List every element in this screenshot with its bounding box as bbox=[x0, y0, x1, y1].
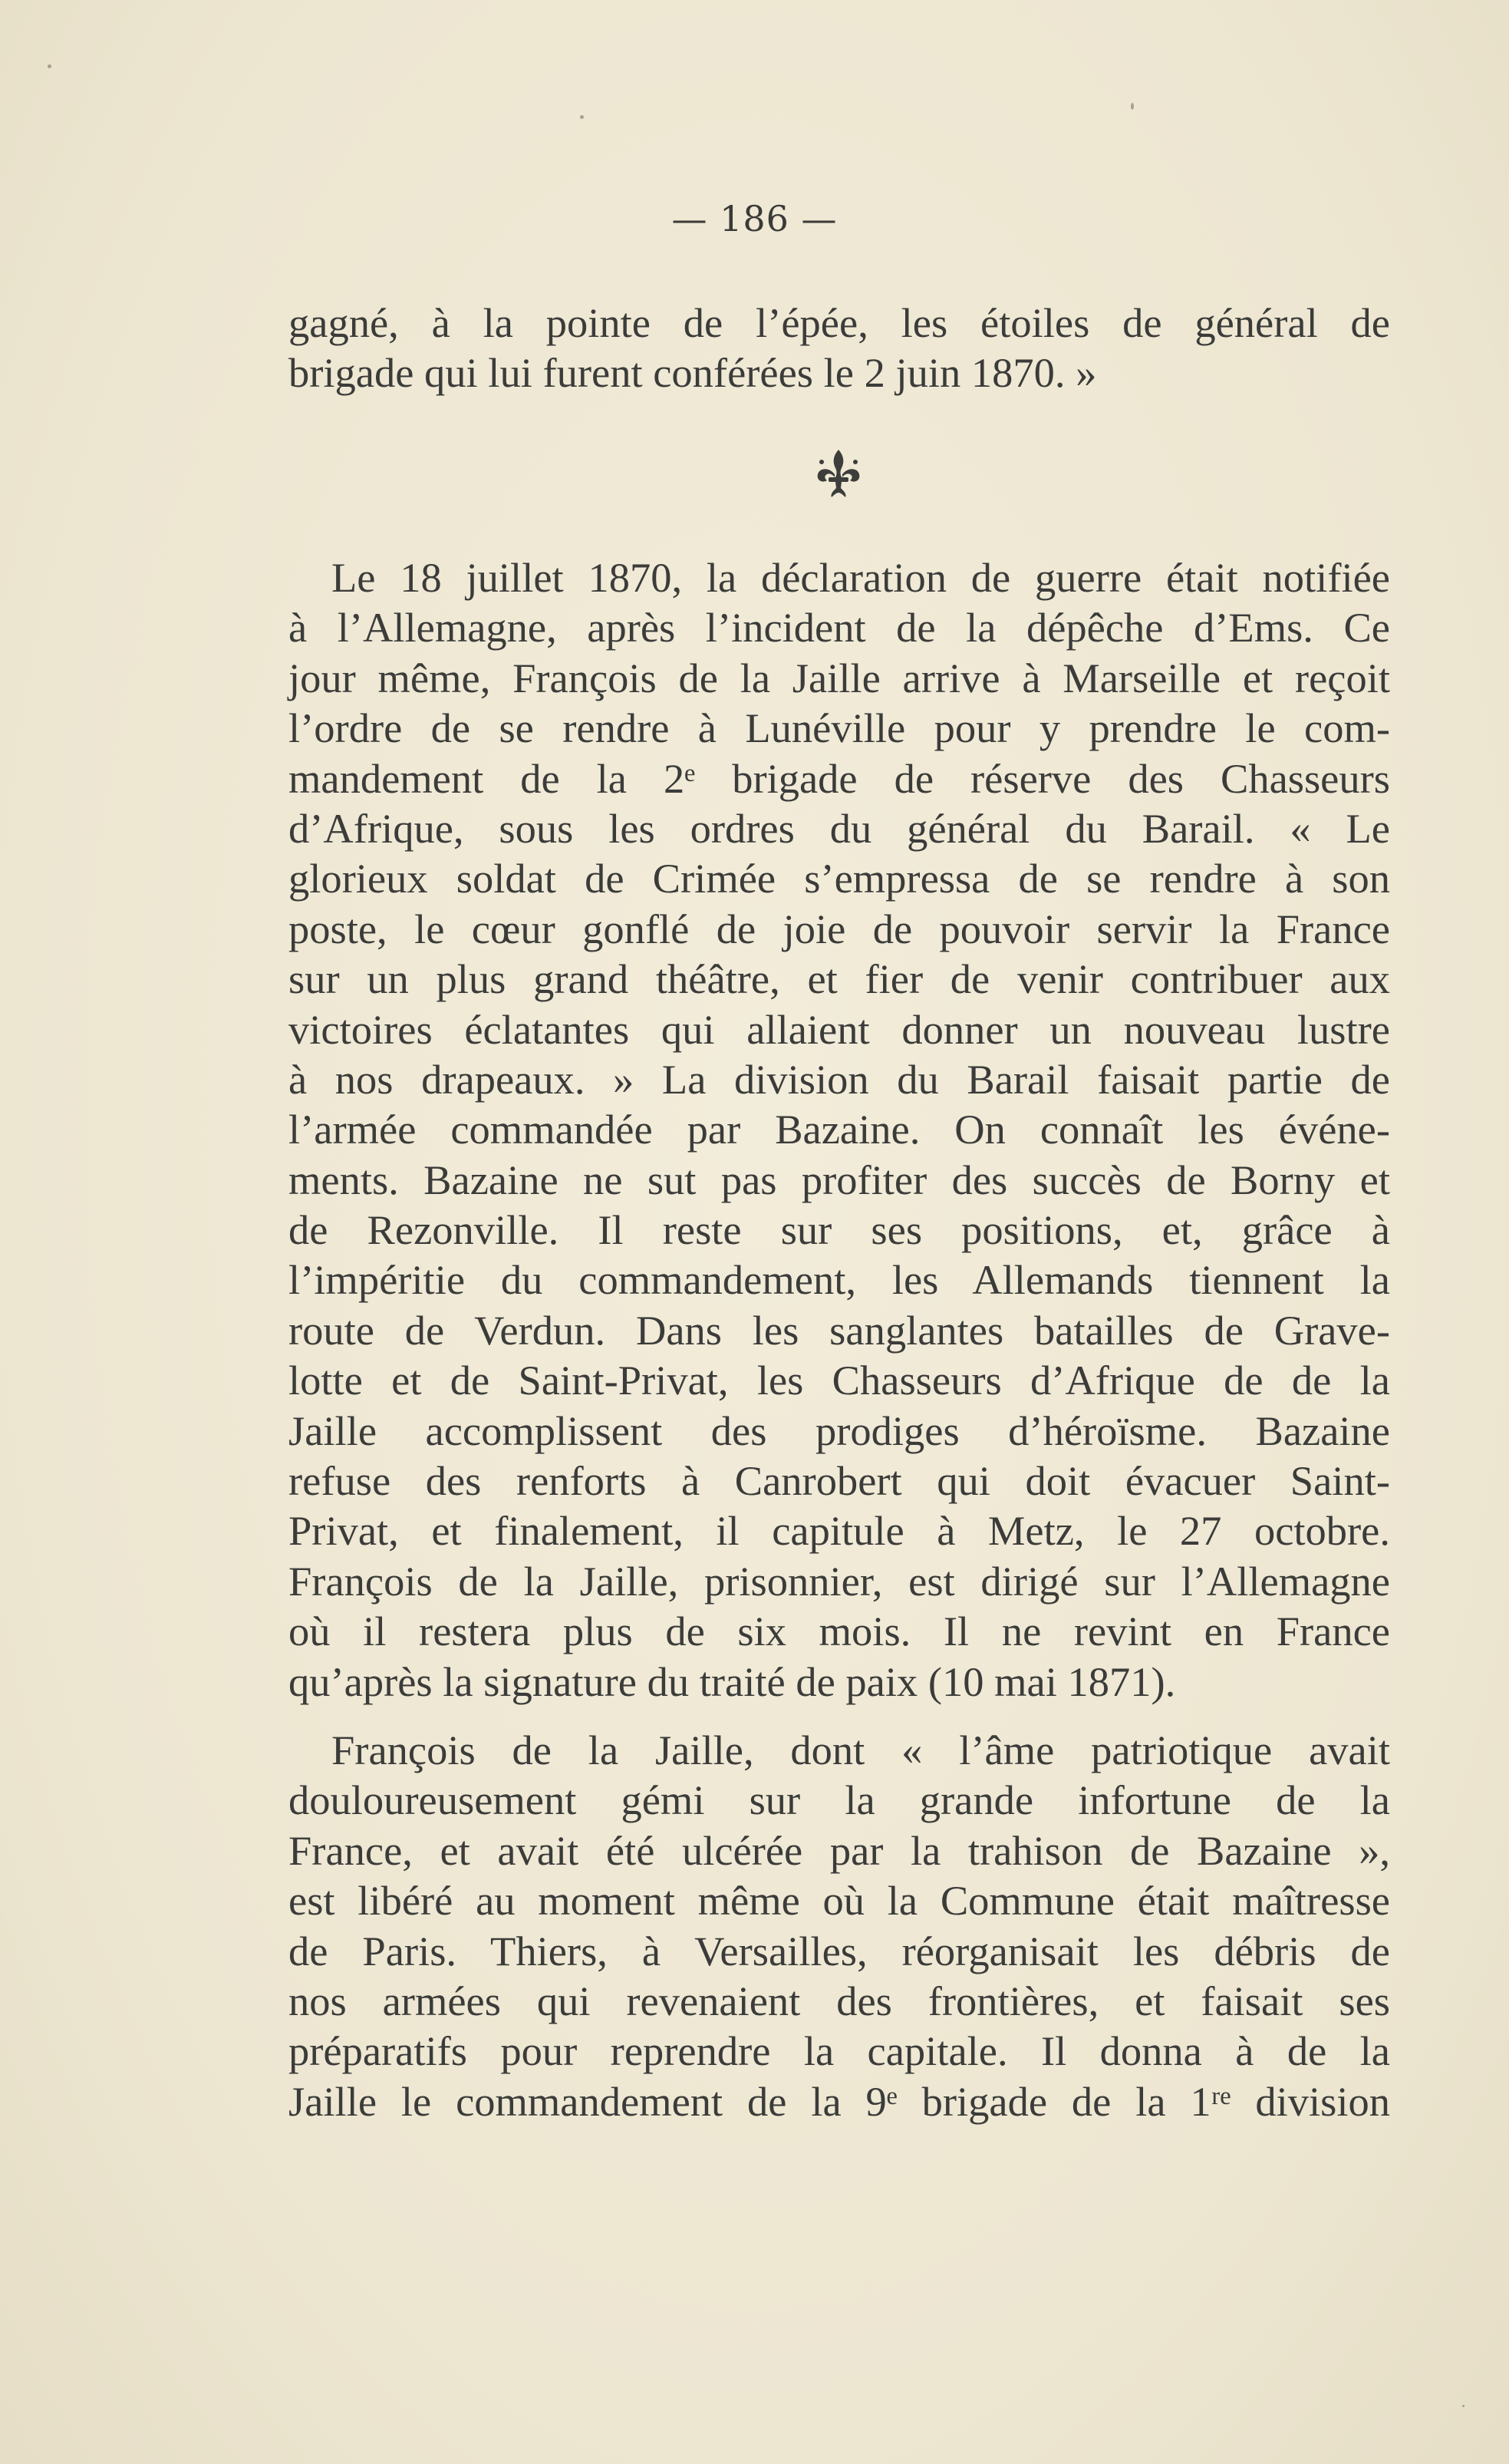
text-line: glorieux soldat de Crimée s’empressa de se rendre à son bbox=[288, 855, 1390, 902]
text-line: Privat, et finalement, il capitule à Metz, le 27 octobre. bbox=[288, 1507, 1390, 1555]
text-line: l’ordre de se rendre à Lunéville pour y prendre le com- bbox=[288, 704, 1390, 752]
text-line: est libéré au moment même où la Commune était maîtresse bbox=[288, 1877, 1390, 1925]
paper-speck bbox=[48, 64, 51, 68]
text-line: victoires éclatantes qui allaient donner un nouveau lustre bbox=[288, 1005, 1390, 1053]
text-line: qu’après la signature du traité de paix (10 mai 1871). bbox=[288, 1658, 1176, 1705]
text-line: refuse des renforts à Canrobert qui doit évacuer Saint- bbox=[288, 1457, 1390, 1505]
paragraph-1 bbox=[288, 298, 1390, 398]
page-number: — 186 — bbox=[671, 198, 838, 239]
text-line: poste, le cœur gonflé de joie de pouvoir servir la France bbox=[288, 905, 1390, 952]
text-line: François de la Jaille, dont « l’âme patriotique avait bbox=[331, 1727, 1390, 1773]
fleur-de-lis-ornament-icon bbox=[812, 447, 865, 500]
text-line: à l’Allemagne, après l’incident de la dépêche d’Ems. Ce bbox=[288, 604, 1390, 651]
text-line: l’impéritie du commandement, les Allemands tiennent la bbox=[288, 1256, 1390, 1304]
text-line: mandement de la 2ᵉ brigade de réserve des Chasseurs bbox=[288, 754, 1390, 802]
text-line: nos armées qui revenaient des frontières, et faisait ses bbox=[288, 1977, 1390, 2024]
text-line: où il restera plus de six mois. Il ne revint en France bbox=[288, 1608, 1390, 1655]
paper-speck bbox=[1131, 103, 1134, 110]
text-line: douloureusement gémi sur la grande infortune de la bbox=[288, 1776, 1390, 1824]
text-line: Jaille le commandement de la 9ᵉ brigade de la 1ʳᵉ division bbox=[288, 2077, 1390, 2125]
text-line: de Rezonville. Il reste sur ses positions, et, grâce à bbox=[288, 1206, 1390, 1254]
text-line: brigade qui lui furent conférées le 2 juin 1870. » bbox=[288, 349, 1097, 397]
text-line: ments. Bazaine ne sut pas profiter des succès de Borny et bbox=[288, 1156, 1390, 1203]
text-line: France, et avait été ulcérée par la trahison de Bazaine », bbox=[288, 1826, 1390, 1874]
text-line: sur un plus grand théâtre, et fier de venir contribuer aux bbox=[288, 955, 1390, 1003]
paper-speck bbox=[580, 115, 584, 119]
paper-speck bbox=[1462, 2405, 1465, 2407]
text-line: à nos drapeaux. » La division du Barail faisait partie de bbox=[288, 1055, 1390, 1103]
text-line: d’Afrique, sous les ordres du général du Barail. « Le bbox=[288, 804, 1390, 852]
text-line: Le 18 juillet 1870, la déclaration de guerre était notifiée bbox=[331, 554, 1390, 601]
text-line: Jaille accomplissent des prodiges d’héroïsme. Bazaine bbox=[288, 1407, 1390, 1454]
text-line: de Paris. Thiers, à Versailles, réorganisait les débris de bbox=[288, 1927, 1390, 1974]
text-line: préparatifs pour reprendre la capitale. Il donna à de la bbox=[288, 2027, 1390, 2075]
text-line: François de la Jaille, prisonnier, est dirigé sur l’Allemagne bbox=[288, 1557, 1390, 1605]
text-line: l’armée commandée par Bazaine. On connaît les événe- bbox=[288, 1106, 1390, 1153]
text-line: gagné, à la pointe de l’épée, les étoiles de général de bbox=[288, 299, 1390, 346]
text-line: jour même, François de la Jaille arrive à Marseille et reçoit bbox=[288, 654, 1390, 701]
text-line: lotte et de Saint-Privat, les Chasseurs d’Afrique de de la bbox=[288, 1357, 1390, 1404]
text-line: route de Verdun. Dans les sanglantes batailles de Grave- bbox=[288, 1306, 1390, 1354]
paragraph-3 bbox=[288, 1725, 1390, 2126]
paragraph-2 bbox=[288, 553, 1390, 1707]
